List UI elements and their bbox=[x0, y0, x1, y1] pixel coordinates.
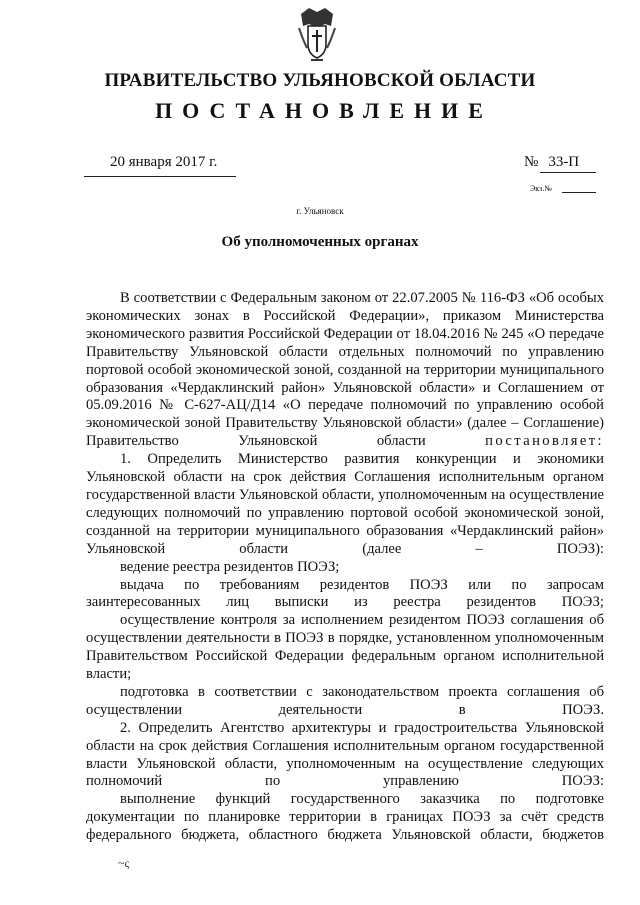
date-underline bbox=[84, 176, 236, 177]
paragraph-item-1: 1. Определить Министерство развития конкуренции и экономики Ульяновской области на срок действия Соглашения исполнительным органом государственной власти Ульяновской области, уполномоченным на осуществление следующих полномочий по управлению портовой особой экономической зоной, созданной на территории муниципального образования «Чердаклинский район» Ульяновской области (далее – ПОЭЗ): bbox=[86, 451, 604, 557]
copy-number-label: Экз.№ bbox=[530, 184, 552, 193]
paragraph-item-1-b: выдача по требованиям резидентов ПОЭЗ или по запросам заинтересованных лиц выписки из реестра резидентов ПОЭЗ; bbox=[86, 576, 604, 611]
government-title: ПРАВИТЕЛЬСТВО УЛЬЯНОВСКОЙ ОБЛАСТИ bbox=[104, 70, 536, 91]
document-type: ПОСТАНОВЛЕНИЕ bbox=[155, 98, 493, 123]
document-subject: Об уполномоченных органах bbox=[221, 234, 419, 250]
city-name: г. Ульяновск bbox=[296, 206, 344, 216]
paragraph-item-2-a: выполнение функций государственного заказчика по подготовке документации по планировке территории в границах ПОЭЗ за счёт средств федерального бюджета, областного бюджета Ульяновской области, бюджетов bbox=[86, 791, 604, 844]
stray-mark: ~ς bbox=[118, 856, 130, 870]
paragraph-item-1-d: подготовка в соответствии с законодательством проекта соглашения об осуществлении деятельности в ПОЭЗ. bbox=[86, 683, 604, 718]
coat-of-arms-icon bbox=[295, 4, 339, 64]
document-body bbox=[86, 290, 604, 845]
paragraph-item-2: 2. Определить Агентство архитектуры и градостроительства Ульяновской области на срок действия Соглашения исполнительным органом государственной власти Ульяновской области, уполномоченным на осуществление следующих полномочий по управлению ПОЭЗ: bbox=[86, 719, 604, 790]
copy-number-underline bbox=[562, 192, 596, 193]
number-label: № bbox=[524, 154, 539, 170]
paragraph-intro bbox=[86, 290, 604, 451]
paragraph-item-1-a: ведение реестра резидентов ПОЭЗ; bbox=[120, 558, 340, 575]
document-number bbox=[524, 154, 579, 171]
intro-text: В соответствии с Федеральным законом от 22.07.2005 № 116-ФЗ «Об особых экономических зонах в Российской Федерации», приказом Министерства экономического развития Российской Федерации от 18.04.2016 № 245 «О передаче Правительству Ульяновской области отдельных полномочий по управлению портовой особой экономической зоной, созданной на территории муниципального образования «Чердаклинский район» Ульяновской области» и Соглашением от 05.09.2016 № С-627-АЦ/Д14 «О передаче полномочий по управлению особой экономической зоной Правительству Ульяновской области» (далее – Соглашение) Правительство Ульяновской области bbox=[86, 290, 604, 450]
number-value: 33-П bbox=[548, 154, 580, 170]
number-underline bbox=[540, 172, 596, 173]
document-date: 20 января 2017 г. bbox=[110, 154, 218, 170]
resolves-word: постановляет: bbox=[485, 433, 605, 450]
paragraph-item-1-c: осуществление контроля за исполнением резидентом ПОЭЗ соглашения об осуществлении деятельности в ПОЭЗ в порядке, установленном уполномоченным Правительством Российской Федерации федеральным органом исполнительной власти; bbox=[86, 612, 604, 683]
